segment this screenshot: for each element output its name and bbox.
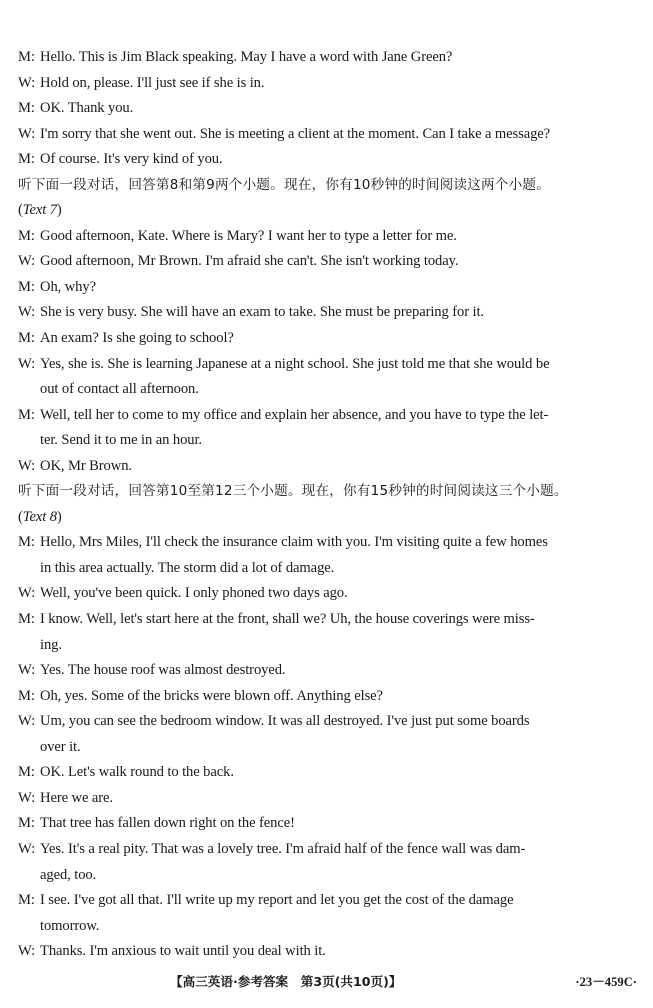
label-open-paren: ( [18, 508, 23, 525]
speaker-label: W: [18, 253, 36, 270]
text-section-label [18, 505, 638, 531]
dialogue-text: OK, Mr Brown. [40, 457, 132, 474]
dialogue-text: OK. Let's walk round to the back. [40, 764, 234, 781]
dialogue-continuation: tomorrow. [40, 917, 100, 934]
page-footer [0, 972, 653, 992]
dialogue-text: Oh, yes. Some of the bricks were blown off. Anything else? [40, 687, 383, 704]
dialogue-text: Oh, why? [40, 278, 96, 295]
dialogue-line [18, 760, 638, 786]
speaker-label: M: [18, 49, 35, 65]
speaker-label: W: [18, 304, 36, 321]
speaker-label: M: [18, 151, 35, 168]
label-text: Text 7 [22, 202, 57, 219]
dialogue-line [18, 147, 638, 173]
speaker-label: M: [18, 330, 35, 347]
speaker-label: M: [18, 100, 35, 117]
dialogue-line [18, 888, 638, 914]
dialogue-continuation: in this area actually. The storm did a lot of damage. [40, 559, 335, 576]
dialogue-text: Well, you've been quick. I only phoned two days ago. [40, 585, 348, 602]
dialogue-text: Here we are. [40, 789, 113, 806]
text-section-label [18, 198, 638, 224]
speaker-label: W: [18, 355, 36, 372]
dialogue-text: Hello, Mrs Miles, I'll check the insurance claim with you. I'm visiting quite a few homes [40, 534, 548, 551]
dialogue-continuation: over it. [40, 738, 81, 755]
section-instruction: 听下面一段对话，回答第8和第9两个小题。现在，你有10秒钟的时间阅读这两个小题。 [18, 176, 550, 193]
dialogue-text: OK. Thank you. [40, 100, 134, 117]
label-open-paren: ( [18, 202, 23, 219]
dialogue-text: Um, you can see the bedroom window. It was all destroyed. I've just put some boards [40, 713, 530, 730]
dialogue-line [18, 607, 638, 633]
dialogue-line [18, 275, 638, 301]
speaker-label: M: [18, 687, 35, 704]
dialogue-text: I'm sorry that she went out. She is meeting a client at the moment. Can I take a message? [40, 125, 551, 142]
speaker-label: M: [18, 227, 35, 244]
speaker-label: W: [18, 840, 36, 857]
dialogue-line [18, 837, 638, 863]
speaker-label: W: [18, 943, 36, 960]
speaker-label: M: [18, 406, 35, 423]
speaker-label: M: [18, 764, 35, 781]
transcript-body [18, 45, 638, 965]
dialogue-text: She is very busy. She will have an exam to take. She must be preparing for it. [40, 304, 484, 321]
dialogue-line [18, 684, 638, 710]
dialogue-text: Well, tell her to come to my office and explain her absence, and you have to type the let- [40, 406, 549, 423]
speaker-label: M: [18, 815, 35, 832]
section-instruction: 听下面一段对话，回答第10至第12三个小题。现在，你有15秒钟的时间阅读这三个小题。 [18, 483, 568, 500]
dialogue-text: I know. Well, let's start here at the front, shall we? Uh, the house coverings were miss- [40, 611, 535, 628]
label-text: Text 8 [22, 508, 57, 525]
speaker-label: M: [18, 611, 35, 628]
dialogue-line [18, 658, 638, 684]
dialogue-line [18, 530, 638, 556]
dialogue-line [18, 709, 638, 735]
speaker-label: W: [18, 789, 36, 806]
dialogue-text: Yes. The house roof was almost destroyed. [40, 662, 286, 679]
speaker-label: W: [18, 125, 36, 142]
dialogue-line [18, 939, 638, 965]
dialogue-line [18, 326, 638, 352]
dialogue-line [18, 96, 638, 122]
dialogue-line [18, 403, 638, 429]
speaker-label: M: [18, 534, 35, 551]
dialogue-text: That tree has fallen down right on the fence! [40, 815, 295, 832]
dialogue-line [18, 122, 638, 148]
label-close-paren: ) [56, 508, 62, 525]
dialogue-continuation: ter. Send it to me in an hour. [40, 432, 202, 449]
dialogue-text: I see. I've got all that. I'll write up my report and let you get the cost of the damage [40, 892, 514, 909]
dialogue-text: An exam? Is she going to school? [40, 330, 234, 347]
dialogue-text: Good afternoon, Kate. Where is Mary? I want her to type a letter for me. [40, 227, 457, 244]
dialogue-line [18, 352, 638, 378]
label-close-paren: ) [56, 202, 62, 219]
footer-page-info: 【高三英语·参考答案 第3页(共10页)】 [170, 974, 402, 989]
speaker-label: M: [18, 892, 35, 909]
dialogue-line [18, 811, 638, 837]
dialogue-line [18, 71, 638, 97]
dialogue-line [18, 786, 638, 812]
dialogue-line [18, 300, 638, 326]
speaker-label: W: [18, 662, 36, 679]
dialogue-continuation: out of contact all afternoon. [40, 381, 199, 398]
dialogue-line [18, 249, 638, 275]
speaker-label: W: [18, 713, 36, 730]
footer-code: ·23－459C· [575, 975, 637, 989]
dialogue-text: Hold on, please. I'll just see if she is in. [40, 74, 265, 91]
dialogue-continuation: aged, too. [40, 866, 97, 883]
speaker-label: M: [18, 278, 35, 295]
speaker-label: W: [18, 74, 36, 91]
dialogue-text: Hello. This is Jim Black speaking. May I have a word with Jane Green? [40, 49, 453, 65]
dialogue-text: Yes, she is. She is learning Japanese at a night school. She just told me that she would be [40, 355, 550, 372]
dialogue-line [18, 224, 638, 250]
dialogue-line [18, 454, 638, 480]
dialogue-continuation: ing. [40, 636, 62, 653]
dialogue-text: Good afternoon, Mr Brown. I'm afraid she can't. She isn't working today. [40, 253, 459, 270]
dialogue-text: Of course. It's very kind of you. [40, 151, 223, 168]
speaker-label: W: [18, 457, 36, 474]
dialogue-line [18, 45, 638, 71]
dialogue-text: Yes. It's a real pity. That was a lovely tree. I'm afraid half of the fence wall was dam- [40, 840, 526, 857]
dialogue-line [18, 581, 638, 607]
speaker-label: W: [18, 585, 36, 602]
dialogue-text: Thanks. I'm anxious to wait until you deal with it. [40, 943, 326, 960]
